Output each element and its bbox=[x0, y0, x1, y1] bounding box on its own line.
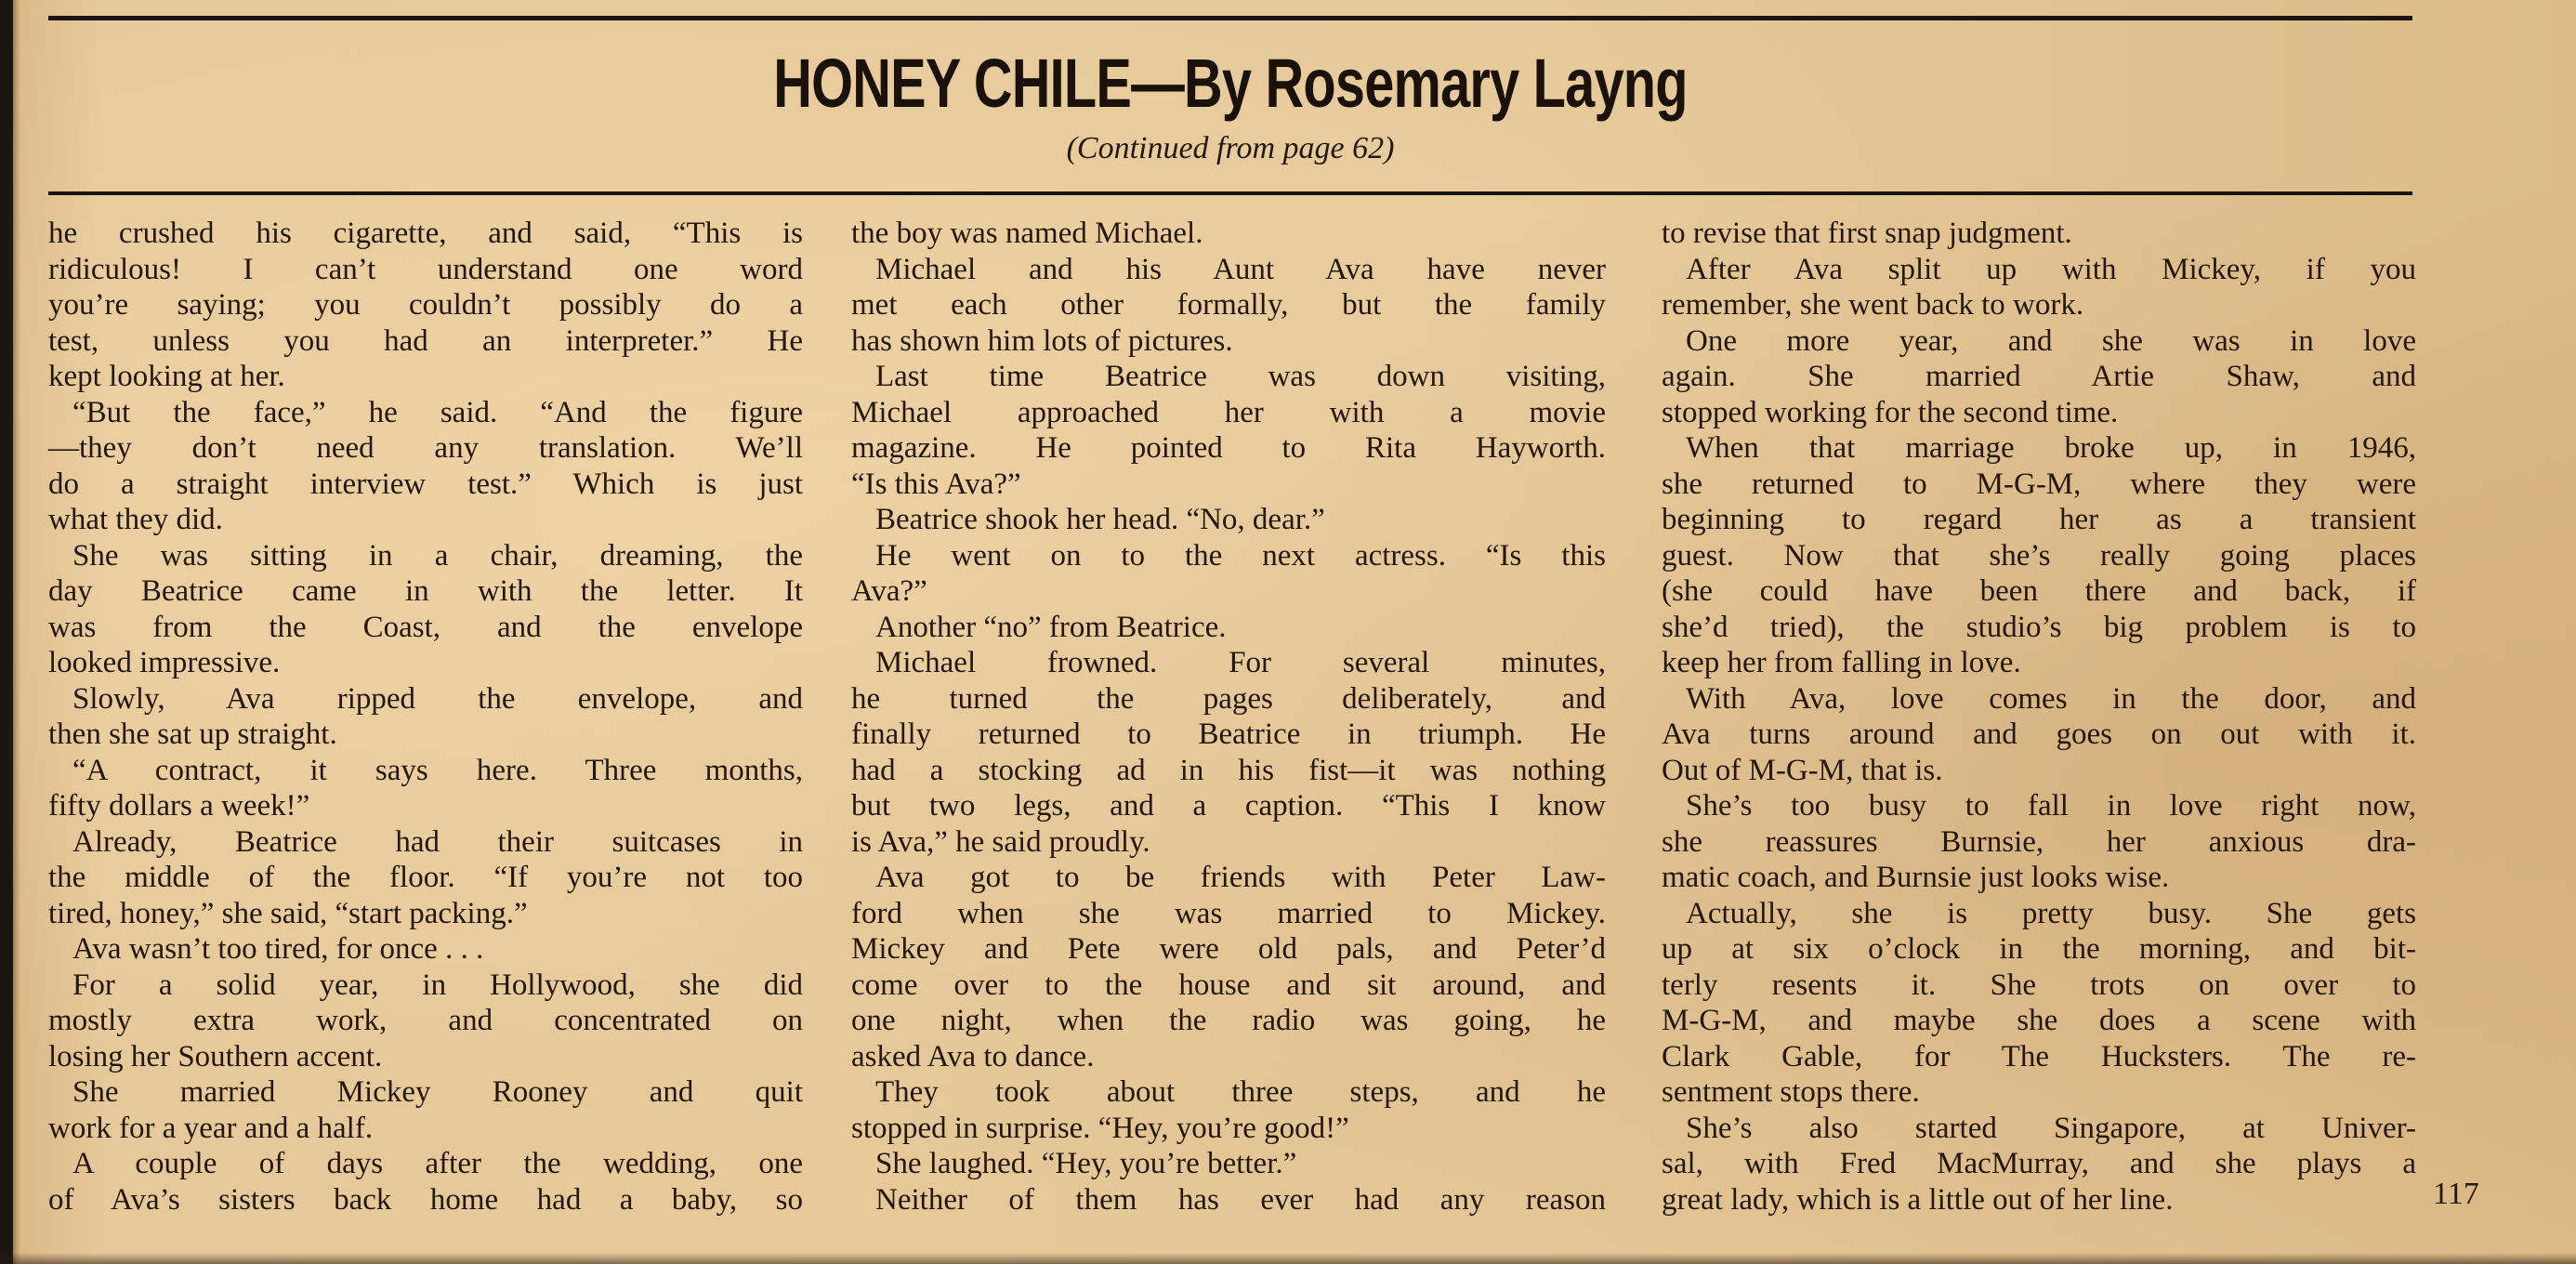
text-line: Neither of them has ever had any reason bbox=[875, 1182, 1606, 1217]
text-line: ridiculous! I can’t understand one word bbox=[48, 252, 803, 286]
text-line: stopped in surprise. “Hey, you’re good!” bbox=[851, 1111, 1349, 1145]
text-line: to revise that first snap judgment. bbox=[1662, 217, 2072, 250]
text-line: then she sat up straight. bbox=[48, 718, 337, 751]
text-line: Slowly, Ava ripped the envelope, and bbox=[72, 681, 803, 716]
text-line: —they don’t need any translation. We’ll bbox=[48, 431, 803, 465]
text-line: do a straight interview test.” Which is just bbox=[48, 467, 803, 501]
text-line: has shown him lots of pictures. bbox=[851, 323, 1233, 358]
text-line: the boy was named Michael. bbox=[851, 217, 1203, 250]
text-line: was from the Coast, and the envelope bbox=[48, 610, 803, 644]
text-line: fifty dollars a week!” bbox=[48, 789, 310, 823]
text-line: With Ava, love comes in the door, and bbox=[1686, 681, 2416, 716]
text-line: Michael and his Aunt Ava have never bbox=[875, 252, 1606, 286]
text-line: losing her Southern accent. bbox=[48, 1039, 383, 1073]
text-column-3 bbox=[1662, 216, 2416, 1218]
text-column-1 bbox=[48, 216, 803, 1218]
text-line: sal, with Fred MacMurray, and she plays a bbox=[1662, 1147, 2416, 1180]
text-line: He went on to the next actress. “Is this bbox=[875, 538, 1606, 573]
text-line: finally returned to Beatrice in triumph. He bbox=[851, 718, 1606, 751]
text-line: Ava wasn’t too tired, for once . . . bbox=[72, 932, 484, 966]
article-headline: HONEY CHILE—By Rosemary Layng bbox=[773, 45, 1688, 122]
text-line: After Ava split up with Mickey, if you bbox=[1686, 252, 2416, 286]
text-line: (she could have been there and back, if bbox=[1662, 574, 2416, 608]
text-line: Michael frowned. For several minutes, bbox=[875, 646, 1606, 679]
text-line: up at six o’clock in the morning, and bit- bbox=[1662, 932, 2416, 966]
text-line: For a solid year, in Hollywood, she did bbox=[72, 968, 803, 1002]
text-line: magazine. He pointed to Rita Hayworth. bbox=[851, 431, 1606, 465]
text-line: Another “no” from Beatrice. bbox=[875, 610, 1227, 644]
text-line: remember, she went back to work. bbox=[1662, 288, 2084, 322]
text-line: She’s too busy to fall in love right now, bbox=[1686, 789, 2416, 823]
text-line: She married Mickey Rooney and quit bbox=[72, 1075, 803, 1109]
text-line: guest. Now that she’s really going places bbox=[1662, 538, 2416, 573]
text-line: the middle of the floor. “If you’re not too bbox=[48, 861, 803, 894]
text-line: day Beatrice came in with the letter. It bbox=[48, 574, 803, 608]
text-line: “But the face,” he said. “And the figure bbox=[72, 395, 803, 429]
text-line: you’re saying; you couldn’t possibly do a bbox=[48, 288, 803, 322]
text-line: work for a year and a half. bbox=[48, 1111, 374, 1145]
text-line: “Is this Ava?” bbox=[851, 467, 1021, 501]
text-line: Michael approached her with a movie bbox=[851, 395, 1606, 429]
page-edge bbox=[0, 0, 13, 1264]
text-line: had a stocking ad in his fist—it was nothing bbox=[851, 753, 1606, 787]
text-line: Clark Gable, for The Hucksters. The re- bbox=[1662, 1039, 2416, 1073]
text-line: matic coach, and Burnsie just looks wise. bbox=[1662, 861, 2170, 894]
text-line: sentment stops there. bbox=[1662, 1075, 1920, 1109]
text-line: Actually, she is pretty busy. She gets bbox=[1686, 896, 2416, 930]
text-line: Beatrice shook her head. “No, dear.” bbox=[875, 503, 1325, 536]
header-rule bbox=[48, 191, 2412, 195]
text-line: again. She married Artie Shaw, and bbox=[1662, 360, 2416, 393]
text-line: She laughed. “Hey, you’re better.” bbox=[875, 1147, 1297, 1180]
text-line: met each other formally, but the family bbox=[851, 288, 1606, 322]
text-line: ford when she was married to Mickey. bbox=[851, 896, 1606, 930]
text-line: Out of M-G-M, that is. bbox=[1662, 753, 1943, 787]
text-line: Ava?” bbox=[851, 574, 927, 608]
text-line: tired, honey,” she said, “start packing.” bbox=[48, 896, 528, 930]
text-line: kept looking at her. bbox=[48, 360, 285, 393]
text-line: One more year, and she was in love bbox=[1686, 323, 2416, 358]
text-line: She was sitting in a chair, dreaming, the bbox=[72, 538, 803, 573]
text-line: test, unless you had an interpreter.” He bbox=[48, 323, 803, 358]
text-line: Ava turns around and goes on out with it. bbox=[1662, 718, 2416, 751]
text-line: Last time Beatrice was down visiting, bbox=[875, 360, 1606, 393]
text-line: “A contract, it says here. Three months, bbox=[72, 753, 803, 787]
text-line: she’d tried), the studio’s big problem is to bbox=[1662, 610, 2416, 644]
text-line: mostly extra work, and concentrated on bbox=[48, 1004, 803, 1037]
text-line: Already, Beatrice had their suitcases in bbox=[72, 824, 803, 859]
text-line: but two legs, and a caption. “This I know bbox=[851, 789, 1606, 823]
text-line: terly resents it. She trots on over to bbox=[1662, 968, 2416, 1002]
text-line: When that marriage broke up, in 1946, bbox=[1686, 431, 2416, 465]
text-line: is Ava,” he said proudly. bbox=[851, 824, 1150, 859]
text-line: stopped working for the second time. bbox=[1662, 395, 2119, 429]
text-line: what they did. bbox=[48, 503, 223, 536]
text-line: She’s also started Singapore, at Univer- bbox=[1686, 1111, 2416, 1145]
text-line: he crushed his cigarette, and said, “This is bbox=[48, 217, 803, 250]
text-line: come over to the house and sit around, and bbox=[851, 968, 1606, 1002]
text-line: looked impressive. bbox=[48, 646, 281, 679]
text-line: Mickey and Pete were old pals, and Peter’d bbox=[851, 932, 1606, 966]
text-line: Ava got to be friends with Peter Law- bbox=[875, 861, 1606, 894]
text-line: of Ava’s sisters back home had a baby, so bbox=[48, 1182, 803, 1217]
top-rule bbox=[48, 16, 2412, 20]
page-number: 117 bbox=[2433, 1177, 2479, 1211]
text-line: beginning to regard her as a transient bbox=[1662, 503, 2416, 536]
text-line: one night, when the radio was going, he bbox=[851, 1004, 1606, 1037]
text-line: she returned to M-G-M, where they were bbox=[1662, 467, 2416, 501]
text-line: keep her from falling in love. bbox=[1662, 646, 2021, 679]
text-column-2 bbox=[851, 216, 1606, 1218]
text-line: M-G-M, and maybe she does a scene with bbox=[1662, 1004, 2416, 1037]
continued-note: (Continued from page 62) bbox=[1066, 131, 1395, 165]
text-line: great lady, which is a little out of her line. bbox=[1662, 1182, 2174, 1217]
text-line: They took about three steps, and he bbox=[875, 1075, 1606, 1109]
text-line: he turned the pages deliberately, and bbox=[851, 681, 1606, 716]
bottom-edge-shadow bbox=[0, 1253, 2576, 1264]
text-line: asked Ava to dance. bbox=[851, 1039, 1095, 1073]
text-line: she reassures Burnsie, her anxious dra- bbox=[1662, 824, 2416, 859]
text-line: A couple of days after the wedding, one bbox=[72, 1147, 803, 1180]
